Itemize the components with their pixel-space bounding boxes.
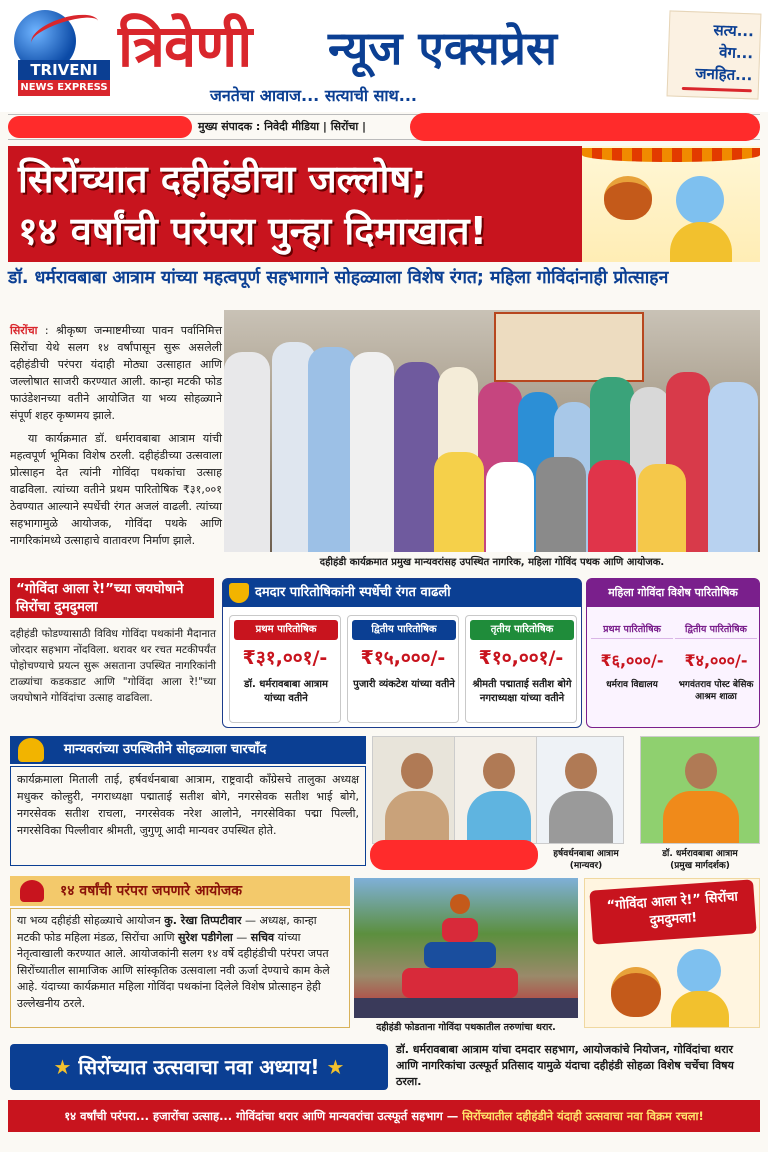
human-pyramid-photo [354, 878, 578, 1018]
person-figure [486, 462, 534, 552]
bottom-ticker [8, 1100, 760, 1132]
govinda-section-body: दहीहंडी फोडण्यासाठी विविध गोविंदा पथकांनी मैदानात जोरदार सहभाग नोंदविला. थरावर थर रचत मटकीपर्यंत पोहोचण्याचे प्रयत्न सुरू असताना उपस्थित नागरिकांनी टाळ्यांचा कडकडाट आणि "गोविंदा आला रे!"च्या जयघोषाने गोविंदांचा उत्साह वाढविला. [10, 628, 216, 704]
person-figure [536, 457, 586, 552]
redaction-mark [8, 116, 192, 138]
paper-tagline: जनतेचा आवाज... सत्याची साथ... [210, 86, 417, 105]
prize-tag: द्वितीय पारितोषिक [352, 620, 456, 640]
prize-card-third [465, 615, 577, 723]
prize-sponsor: धर्मराव विद्यालय [606, 680, 658, 690]
women-prize-second [675, 621, 757, 721]
portrait-caption [540, 848, 632, 872]
star-icon: ★ [326, 1055, 345, 1079]
crowd-base [354, 998, 578, 1018]
paper-title-part1: त्रिवेणी [118, 12, 252, 80]
prize-card-second [347, 615, 459, 723]
person-figure [224, 352, 270, 552]
lead-article [10, 322, 222, 555]
org-text: यांच्या नेतृत्वाखाली करण्यात आले. आयोजकांनी सलग १४ वर्षे दहीहंडीची परंपरा जपत सिरोंच्यातील सामाजिक आणि सांस्कृतिक उत्सवाला नवी ऊर्जा देण्याचे काम केले आहे. यंदाच्या कार्यक्रमात महिला गोविंदा पथकांना दिलेले विशेष प्रोत्साहन हेही उल्लेखनीय ठरले. [17, 930, 330, 1010]
prize-tag: तृतीय पारितोषिक [470, 620, 574, 640]
pyramid-photo-caption: दहीहंडी फोडताना गोविंदा पथकातील तरुणांचा थरार. [376, 1022, 556, 1033]
people-group-icon [18, 738, 44, 762]
organizer-name: सुरेश पडीगेला [178, 930, 233, 944]
pyramid-tier [424, 942, 496, 968]
prize-tag: प्रथम पारितोषिक [234, 620, 338, 640]
organizers-body [10, 908, 350, 1028]
chapter-banner [10, 1044, 388, 1090]
redaction-mark [410, 113, 760, 141]
portrait-4 [640, 736, 760, 844]
prize-card-first [229, 615, 341, 723]
portrait-caption [640, 848, 760, 872]
headline-line2: १४ वर्षांची परंपरा पुन्हा दिमाखात! [18, 209, 487, 253]
krishna-body-icon [671, 991, 729, 1028]
paper-title-part2: न्यूज एक्सप्रेस [328, 21, 557, 75]
person-figure [708, 382, 758, 552]
portrait-role: (मान्यवर) [569, 861, 603, 871]
chapter-title: सिरोंच्यात उत्सवाचा नवा अध्याय! [78, 1055, 320, 1079]
krishna-face-icon [676, 176, 724, 224]
main-photo-caption: दहीहंडी कार्यक्रमात प्रमुख मान्यवरांसह उपस्थित नागरिक, महिला गोविंद पथक आणि आयोजक. [319, 557, 665, 568]
krishna-illustration [582, 146, 760, 262]
headline-banner [8, 146, 760, 262]
subheadline: डॉ. धर्मरावबाबा आत्राम यांच्या महत्वपूर्ण सहभागाने सोहळ्याला विशेष रंगत; महिला गोविंदांनाही प्रोत्साहन [8, 268, 669, 288]
editor-line: मुख्य संपादक : निवेदी मीडिया | सिरोंचा | [198, 120, 367, 133]
dahi-handi-pot-icon [611, 967, 661, 1017]
pyramid-tier [402, 968, 518, 998]
logo-subname: NEWS EXPRESS [18, 80, 110, 96]
women-prize-first [591, 621, 673, 721]
event-banner-in-photo [494, 312, 644, 382]
organizers-title: १४ वर्षांची परंपरा जपणारे आयोजक [10, 876, 350, 906]
prize-tag: द्वितीय पारितोषिक [675, 621, 757, 639]
portrait-name: हर्षवर्धनबाबा आत्राम [553, 849, 619, 859]
prize-panel [222, 578, 582, 728]
krishna-body-icon [670, 222, 732, 262]
chapter-note: डॉ. धर्मरावबाबा आत्राम यांचा दमदार सहभाग, आयोजकांचे नियोजन, गोविंदांचा थरार आणि नागरिकांचा उत्स्फूर्त प्रतिसाद यामुळे यंदाचा दहीहंडी सोहळा विशेष चर्चेचा विषय ठरला. [396, 1043, 734, 1088]
person-figure [638, 464, 686, 552]
org-text: — [232, 930, 251, 944]
prize-panel-title: दमदार पारितोषिकांनी स्पर्धेची रंगत वाढली [223, 579, 581, 607]
women-prize-title: महिला गोविंदा विशेष पारितोषिक [587, 579, 759, 607]
person-figure [588, 460, 636, 552]
marigold-garland-icon [582, 148, 760, 162]
prize-amount: ₹४,०००/- [684, 651, 748, 670]
redaction-mark [370, 840, 538, 870]
dignitaries-title: मान्यवरांच्या उपस्थितीने सोहळ्याला चारचाँद [10, 736, 366, 764]
org-text: — अध्यक्ष, कान्हा मटकी फोड महिला मंडळ, सिरोंचा आणि [17, 914, 317, 944]
pyramid-tier [442, 918, 478, 942]
ticker-highlight: सिरोंच्यातील दहीहंडीने यंदाही उत्सवाचा नवा विक्रम रचला! [462, 1109, 704, 1123]
main-photo [224, 310, 760, 552]
prize-amount: ₹१०,००१/- [478, 647, 564, 669]
govinda-section-title: “गोविंदा आला रे!”च्या जयघोषाने सिरोंचा दुमदुमला [10, 578, 214, 618]
motto-note [667, 10, 762, 99]
portrait-name: डॉ. धर्मरावबाबा आत्राम [662, 849, 738, 859]
motto-line: वेग... [718, 43, 754, 63]
prize-tag: प्रथम पारितोषिक [591, 621, 673, 639]
person-figure [434, 452, 484, 552]
person-figure [350, 352, 394, 552]
portrait-2 [454, 736, 542, 844]
trophy-icon [229, 583, 249, 603]
prize-sponsor: भगवंतराव पोस्ट बेसिक आश्रम शाळा [678, 680, 754, 702]
lead-paragraph-2: या कार्यक्रमात डॉ. धर्मरावबाबा आत्राम यांची महत्वपूर्ण भूमिका विशेष ठरली. दहीहंडीच्या उत्सवाला प्रोत्साहन देत त्यांनी गोविंदा पथकांचा उत्साह वाढविला. त्यांच्या वतीने प्रथम पारितोषिक ₹३१,००१ ठेवण्यात आल्याने स्पर्धेची रंगत अजलं वाढली. त्यांच्या सहभागामुळे आयोजक, गोविंदा पथके आणि नागरिकांमध्ये उत्साहाचे वातावरण निर्माण झाले. [10, 432, 222, 547]
dahi-handi-pot-icon [604, 176, 652, 220]
motto-line: जनहित... [695, 64, 753, 85]
organizer-name: कु. रेखा तिप्पटीवार [164, 914, 242, 927]
lead-paragraph-1 [10, 322, 222, 424]
govinda-illustration-card [584, 878, 760, 1028]
prize-sponsor: श्रीमती पद्माताई सतीश बोगे नगराध्यक्षा यांच्या वतीने [472, 679, 572, 704]
krishna-face-icon [677, 949, 721, 993]
portrait-role: (प्रमुख मार्गदर्शक) [670, 861, 730, 871]
person-figure [308, 347, 356, 552]
dateline-place: सिरोंचा [10, 324, 38, 337]
motto-line: सत्य... [713, 20, 755, 41]
logo-name: TRIVENI [18, 60, 110, 80]
info-strip [8, 114, 760, 140]
star-icon: ★ [53, 1055, 72, 1079]
prize-amount: ₹१५,०००/- [360, 647, 446, 669]
prize-sponsor: डॉ. धर्मरावबाबा आत्राम यांच्या वतीने [244, 679, 328, 704]
org-text: या भव्य दहीहंडी सोहळ्याचे आयोजन [17, 914, 165, 927]
dignitaries-body: कार्यक्रमाला मिताली ताई, हर्षवर्धनबाबा आत्राम, राष्ट्रवादी काँग्रेसचे तालुका अध्यक्ष मधुकर कोल्हुरी, नगराध्यक्षा पद्माताई सतीश बोगे, नगरसेवक सतीश भाई बोगे, नगरसेवक सतीश राचला, नगरसेवक नरेश आलोने, नगरसेविका पद्मा पिल्ली, नगरसेविका पिल्लीवार श्रीमती, जुगुणू आदी मान्यवर उपस्थित होते. [10, 766, 366, 866]
masthead [0, 0, 768, 112]
motto-underline [682, 87, 752, 92]
portrait-1 [372, 736, 460, 844]
prize-amount: ₹३१,००१/- [242, 647, 328, 669]
people-group-icon [20, 880, 44, 902]
prize-amount: ₹६,०००/- [600, 651, 664, 670]
organizer-role: सचिव [250, 930, 275, 944]
lead-text: : श्रीकृष्ण जन्माष्टमीच्या पावन पर्वानिमित्त सिरोंचा येथे सलग १४ वर्षांपासून सुरू असलेली दहीहंडीची परंपरा यंदाही मोठ्या उत्साहात आणि जल्लोषात साजरी करण्यात आली. कान्हा मटकी फोड फाउंडेशनच्या वतीने आयोजित या भव्य सोहळ्याने संपूर्ण शहर कृष्णमय झाले. [10, 324, 222, 422]
women-prize-panel [586, 578, 760, 728]
prize-sponsor: पुजारी व्यंकटेश यांच्या वतीने [353, 679, 455, 690]
dahi-handi-pot-icon [450, 894, 470, 914]
govinda-slogan-bubble: “गोविंदा आला रे!” सिरोंचा दुमदुमला! [589, 879, 756, 944]
ticker-text: १४ वर्षांची परंपरा... हजारोंचा उत्साह... गोविंदांचा थरार आणि मान्यवरांचा उत्स्फूर्त सहभाग — [64, 1109, 463, 1123]
headline-line1: सिरोंच्यात दहीहंडीचा जल्लोष; [18, 157, 427, 201]
portrait-3 [536, 736, 624, 844]
